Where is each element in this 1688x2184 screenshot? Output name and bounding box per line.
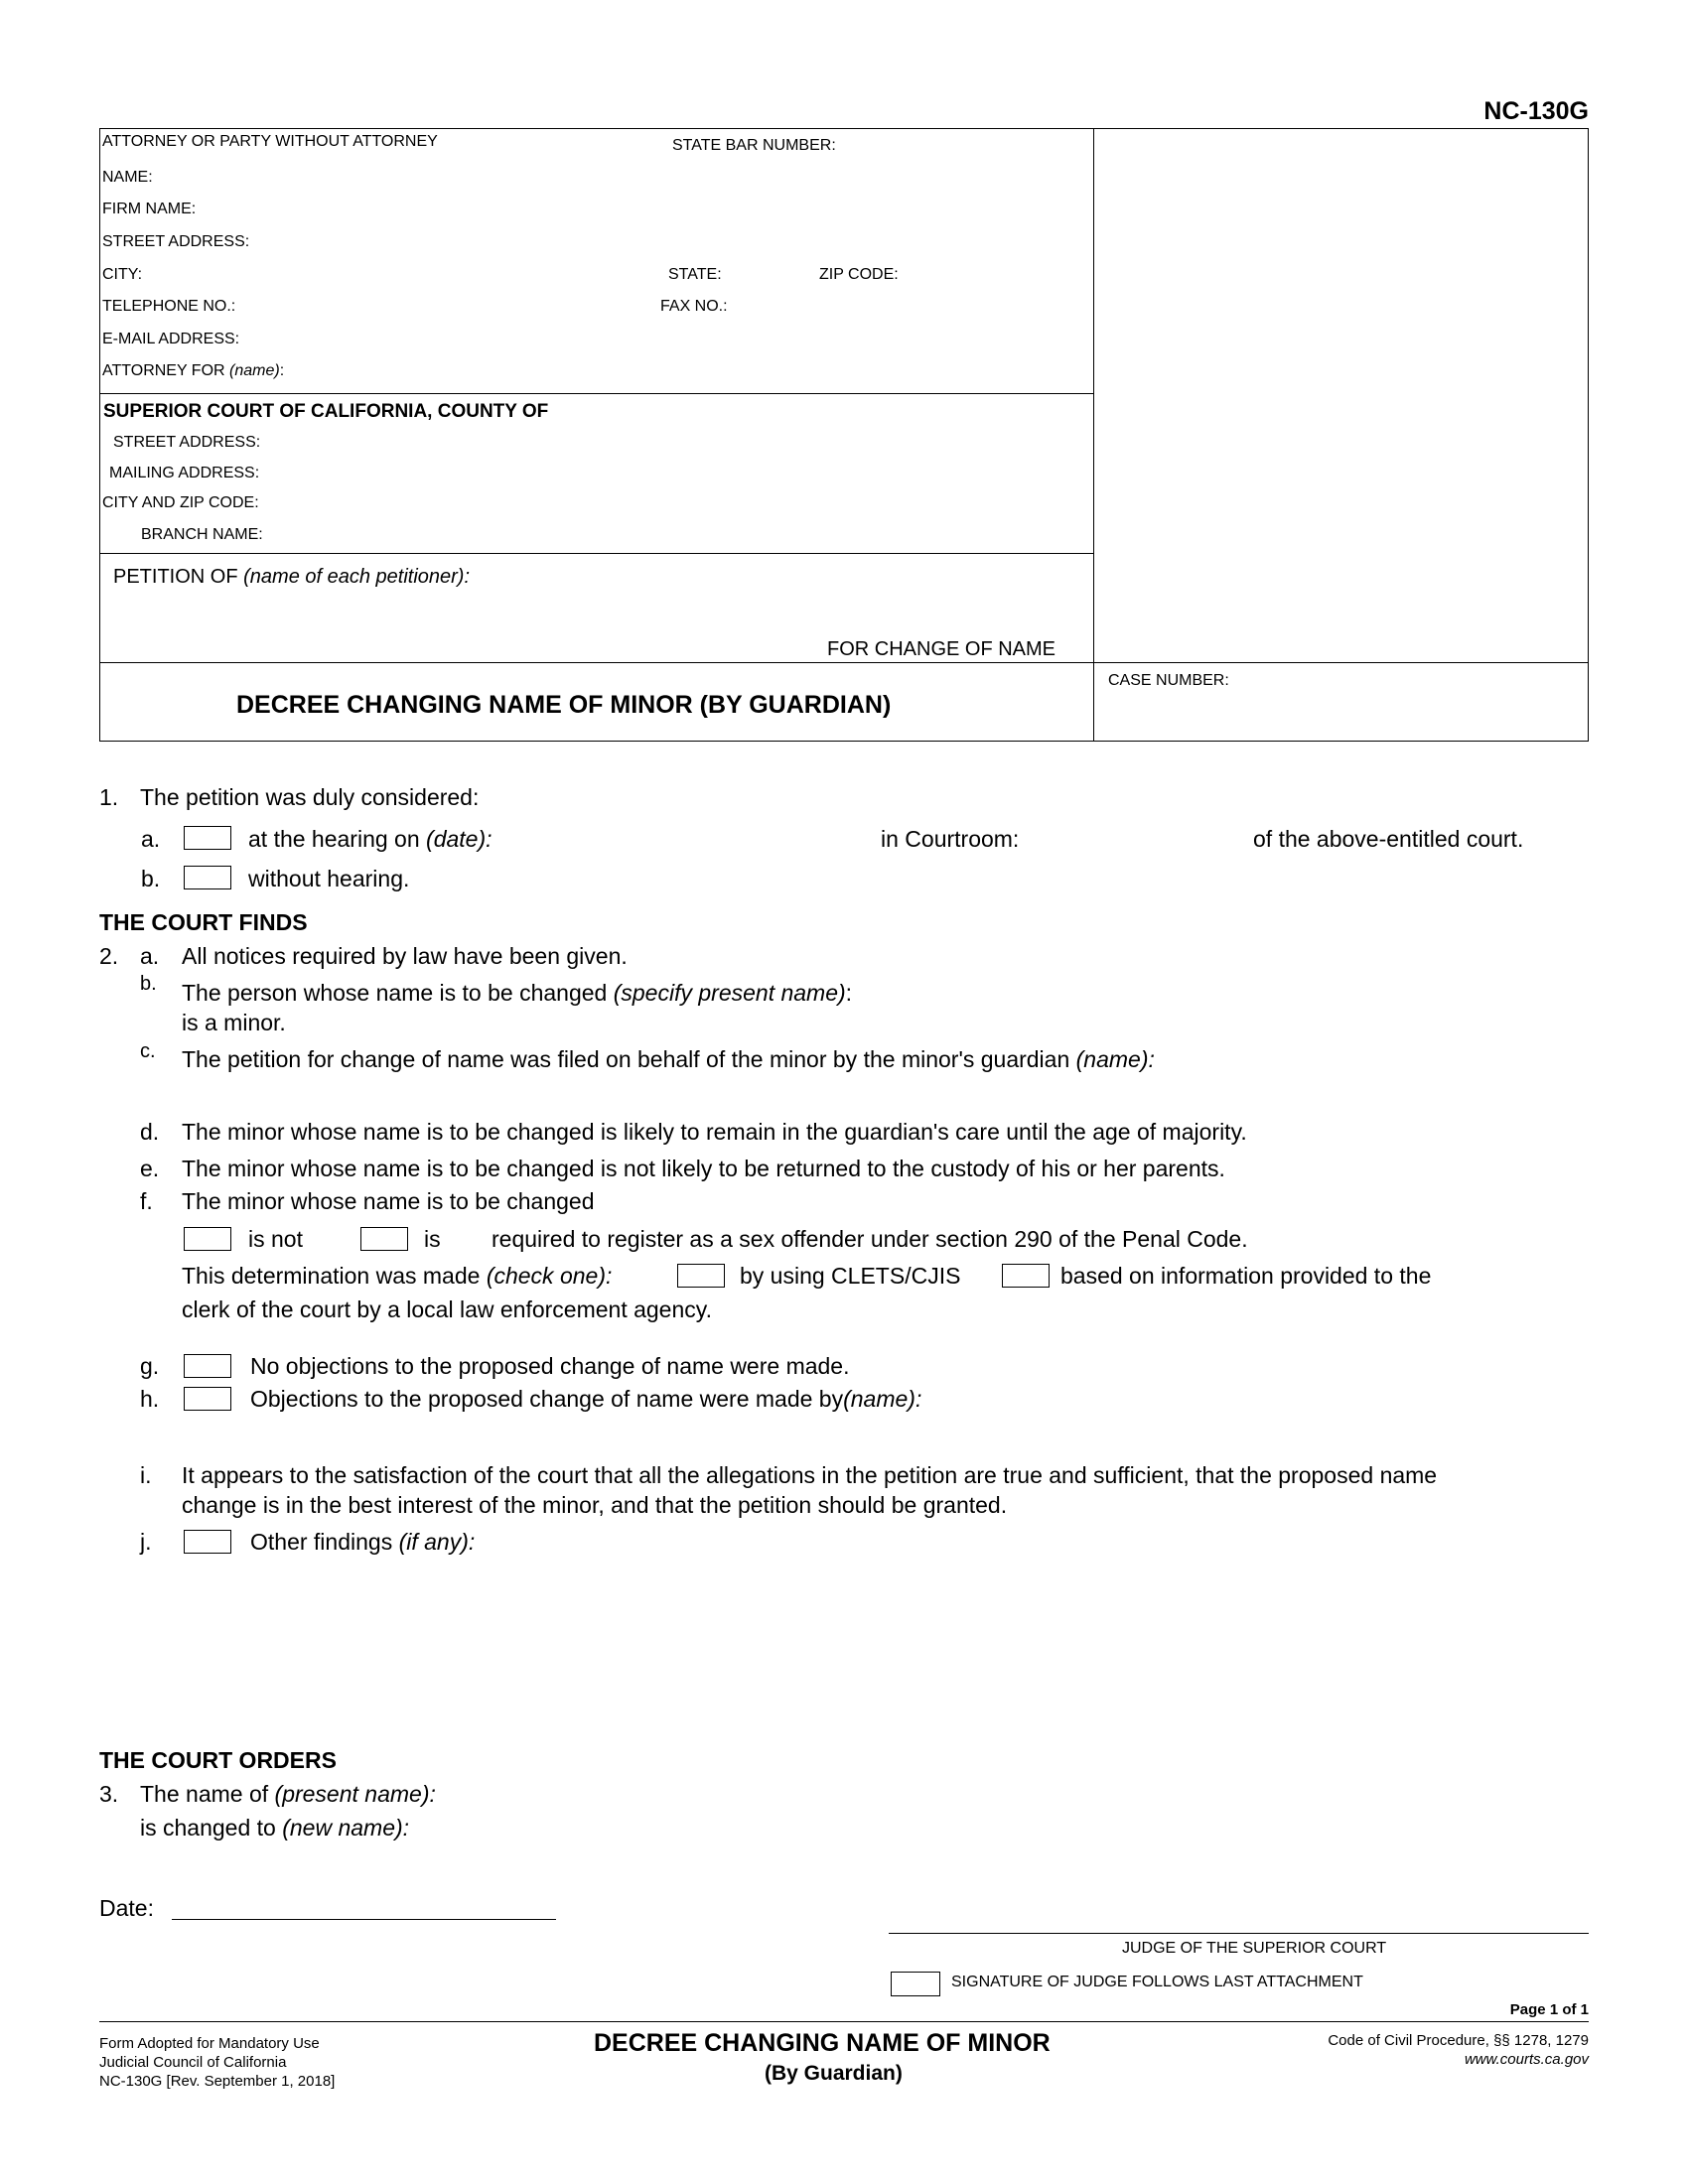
item2f-clerk-text: clerk of the court by a local law enforcement agency.	[182, 1297, 712, 1322]
fax-label: FAX NO.:	[660, 298, 728, 315]
attorney-court-divider	[99, 393, 1093, 394]
item2a-text: All notices required by law have been given.	[182, 943, 628, 969]
item1a-court-text: of the above-entitled court.	[1253, 826, 1524, 852]
attorney-street-label: STREET ADDRESS:	[102, 233, 250, 250]
footer-code-reference: Code of Civil Procedure, §§ 1278, 1279	[1328, 2032, 1589, 2049]
footer-subtitle: (By Guardian)	[765, 2062, 903, 2085]
item3-changed-to: is changed to (new name):	[140, 1815, 410, 1841]
item2j-letter: j.	[140, 1529, 152, 1555]
county-input[interactable]	[631, 401, 1061, 423]
item2i-text-line2: change is in the best interest of the minor, and that the petition should be granted.	[182, 1492, 1008, 1518]
law-enforcement-checkbox[interactable]	[1002, 1264, 1050, 1288]
item1a-checkbox[interactable]	[184, 826, 231, 850]
date-line	[172, 1919, 556, 1920]
footer-title: DECREE CHANGING NAME OF MINOR	[594, 2029, 1051, 2057]
document-title: DECREE CHANGING NAME OF MINOR (BY GUARDIAN)	[236, 691, 892, 719]
petition-label: PETITION OF (name of each petitioner):	[113, 566, 471, 588]
case-number-label: CASE NUMBER:	[1108, 672, 1229, 689]
fax-input[interactable]	[737, 297, 1068, 319]
footer-left-line1: Form Adopted for Mandatory Use	[99, 2035, 320, 2052]
court-street-input[interactable]	[273, 433, 1066, 455]
item3-text: The name of (present name):	[140, 1781, 436, 1807]
item2f-is-not-checkbox[interactable]	[184, 1227, 231, 1251]
firm-name-input[interactable]	[209, 200, 1066, 221]
item1-number: 1.	[99, 784, 119, 810]
attorney-header: ATTORNEY OR PARTY WITHOUT ATTORNEY	[102, 133, 438, 150]
header-divider-vertical	[1093, 128, 1094, 742]
attorney-street-input[interactable]	[263, 232, 1066, 254]
email-label: E-MAIL ADDRESS:	[102, 331, 240, 347]
footer-line	[99, 2021, 1589, 2022]
courtroom-input[interactable]	[1033, 828, 1250, 850]
attorney-city-label: CITY:	[102, 266, 143, 283]
court-city-zip-label: CITY AND ZIP CODE:	[102, 494, 259, 511]
item2d-text: The minor whose name is to be changed is likely to remain in the guardian's care until the age of majority.	[182, 1119, 1247, 1145]
clets-label: by using CLETS/CJIS	[740, 1263, 961, 1289]
footer-left-line3: NC-130G [Rev. September 1, 2018]	[99, 2073, 336, 2090]
item2b-text: The person whose name is to be changed (specify present name):	[182, 980, 853, 1006]
state-label: STATE:	[668, 266, 722, 283]
page-number: Page 1 of 1	[1509, 2001, 1589, 2018]
item2c-letter: c.	[140, 1040, 156, 1062]
date-input[interactable]	[174, 1895, 555, 1917]
item2h-text: Objections to the proposed change of name were made by(name):	[250, 1386, 922, 1412]
zip-code-input[interactable]	[909, 265, 1071, 287]
other-findings-input[interactable]	[182, 1564, 1576, 1726]
court-branch-input[interactable]	[273, 525, 1066, 547]
item1-text: The petition was duly considered:	[140, 784, 480, 810]
item2f-is-not-label: is not	[248, 1226, 303, 1252]
item1a-letter: a.	[141, 826, 161, 852]
item2j-text: Other findings (if any):	[250, 1529, 476, 1555]
court-branch-label: BRANCH NAME:	[141, 526, 263, 543]
item2h-checkbox[interactable]	[184, 1387, 231, 1411]
court-city-zip-input[interactable]	[273, 493, 1066, 515]
item2d-letter: d.	[140, 1119, 160, 1145]
footer-left-line2: Judicial Council of California	[99, 2054, 287, 2071]
item2f-text: The minor whose name is to be changed	[182, 1188, 595, 1214]
item1a-text: at the hearing on (date):	[248, 826, 492, 852]
item2e-text: The minor whose name is to be changed is not likely to be returned to the custody of his or her parents.	[182, 1156, 1225, 1181]
law-enforcement-label: based on information provided to the	[1060, 1263, 1432, 1289]
email-input[interactable]	[253, 330, 1066, 351]
petitioner-names-input[interactable]	[119, 596, 1066, 637]
title-row-divider	[99, 662, 1589, 663]
item1b-text: without hearing.	[248, 866, 410, 891]
item2g-letter: g.	[140, 1353, 160, 1379]
item1b-letter: b.	[141, 866, 161, 891]
state-bar-label: STATE BAR NUMBER:	[672, 137, 836, 154]
court-orders-heading: THE COURT ORDERS	[99, 1747, 337, 1773]
item2f-letter: f.	[140, 1188, 153, 1214]
item2f-is-checkbox[interactable]	[360, 1227, 408, 1251]
item2b-letter: b.	[140, 973, 157, 995]
item3-present-name-input[interactable]	[472, 1783, 1578, 1805]
present-name-input[interactable]	[918, 982, 1578, 1004]
judge-signature-line	[889, 1933, 1589, 1934]
new-name-input[interactable]	[442, 1817, 1578, 1839]
item2i-text-line1: It appears to the satisfaction of the court that all the allegations in the petition are true and sufficient, that the proposed name	[182, 1462, 1438, 1488]
hearing-date-input[interactable]	[521, 828, 873, 850]
item1b-checkbox[interactable]	[184, 866, 231, 889]
telephone-input[interactable]	[248, 297, 649, 319]
judge-label: JUDGE OF THE SUPERIOR COURT	[1122, 1940, 1387, 1957]
footer-website-link[interactable]: www.courts.ca.gov	[1464, 2051, 1589, 2068]
state-input[interactable]	[732, 265, 815, 287]
item2-number: 2.	[99, 943, 119, 969]
court-petition-divider	[99, 553, 1093, 554]
signature-follows-label: SIGNATURE OF JUDGE FOLLOWS LAST ATTACHMENT	[951, 1974, 1363, 1990]
court-mailing-label: MAILING ADDRESS:	[109, 465, 260, 481]
item3-number: 3.	[99, 1781, 119, 1807]
item2j-checkbox[interactable]	[184, 1530, 231, 1554]
item2f-is-label: is	[424, 1226, 441, 1252]
clets-checkbox[interactable]	[677, 1264, 725, 1288]
zip-code-label: ZIP CODE:	[819, 266, 899, 283]
attorney-name-label: NAME:	[102, 169, 153, 186]
item2h-letter: h.	[140, 1386, 160, 1412]
item2f-register-text: required to register as a sex offender under section 290 of the Penal Code.	[492, 1226, 1248, 1252]
attorney-for-label: ATTORNEY FOR (name):	[102, 362, 285, 379]
attorney-name-input[interactable]	[169, 168, 669, 190]
item2f-determination-text: This determination was made (check one):	[182, 1263, 613, 1289]
attorney-city-input[interactable]	[149, 265, 649, 287]
for-change-of-name: FOR CHANGE OF NAME	[827, 638, 1056, 660]
item2a-letter: a.	[140, 943, 160, 969]
firm-name-label: FIRM NAME:	[102, 201, 197, 217]
telephone-label: TELEPHONE NO.:	[102, 298, 236, 315]
item2i-letter: i.	[140, 1462, 152, 1488]
item2g-checkbox[interactable]	[184, 1354, 231, 1378]
court-finds-heading: THE COURT FINDS	[99, 909, 308, 935]
judge-signature-input[interactable]	[894, 1908, 1588, 1930]
court-mailing-input[interactable]	[273, 464, 1066, 485]
form-id: NC-130G	[1483, 97, 1589, 125]
item2e-letter: e.	[140, 1156, 160, 1181]
court-title: SUPERIOR COURT OF CALIFORNIA, COUNTY OF	[103, 401, 549, 422]
item2c-text: The petition for change of name was filed on behalf of the minor by the minor's guardian (name):	[182, 1046, 1155, 1072]
item2g-text: No objections to the proposed change of name were made.	[250, 1353, 850, 1379]
objector-name-input[interactable]	[993, 1388, 1578, 1410]
guardian-name-input[interactable]	[182, 1079, 1576, 1101]
case-number-input[interactable]	[1112, 700, 1573, 732]
date-label: Date:	[99, 1895, 154, 1921]
item2b-minor: is a minor.	[182, 1010, 286, 1035]
item1a-courtroom-label: in Courtroom:	[881, 826, 1020, 852]
court-street-label: STREET ADDRESS:	[113, 434, 261, 451]
signature-follows-checkbox[interactable]	[891, 1972, 940, 1996]
attorney-for-input[interactable]	[298, 361, 1066, 383]
